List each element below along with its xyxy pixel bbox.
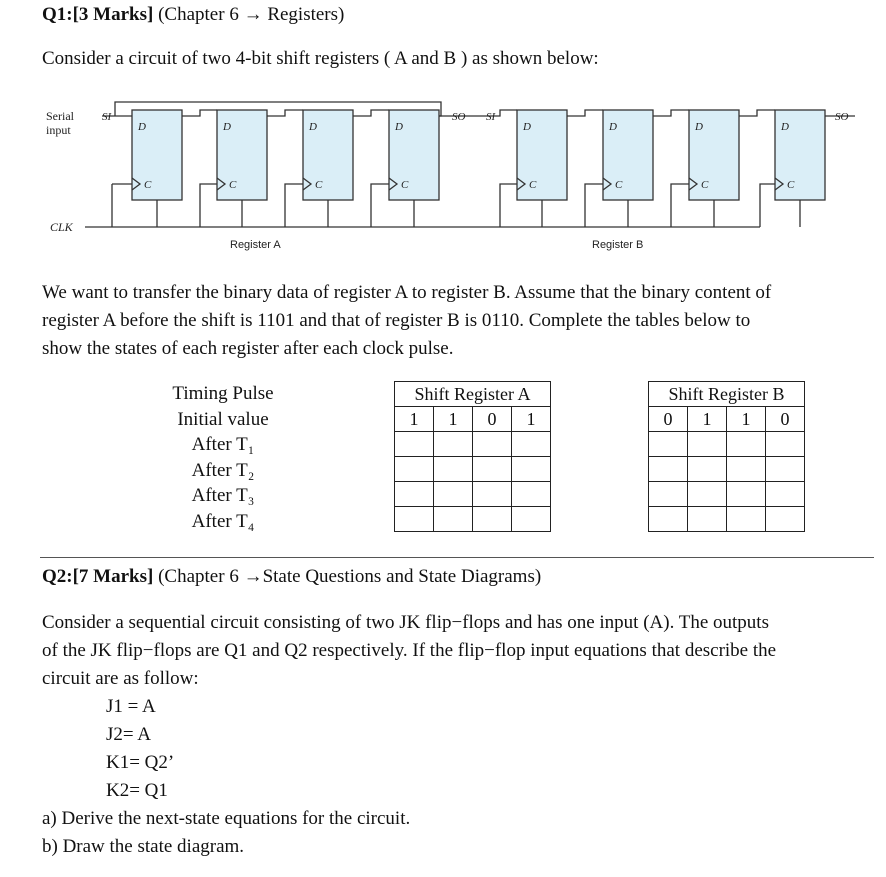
table-b-cell: 0 [766, 407, 805, 432]
table-b-empty-cell[interactable] [766, 432, 805, 457]
timing-row-t2: After T₂ [191, 459, 255, 481]
arrow-icon: → [243, 566, 263, 587]
register-b-label: Register B [592, 239, 644, 251]
table-a-empty-cell[interactable] [395, 482, 434, 507]
table-b-empty-cell[interactable] [649, 507, 688, 532]
table-a-empty-cell[interactable] [434, 432, 473, 457]
shift-register-diagram [40, 100, 870, 260]
equation-k2: K2= Q1 [106, 780, 168, 801]
table-b-empty-cell[interactable] [688, 482, 727, 507]
q2-title-label: Q2:[7 Marks] [42, 566, 154, 587]
table-b-empty-cell[interactable] [727, 457, 766, 482]
q1-title [42, 4, 344, 26]
table-a-empty-cell[interactable] [473, 432, 512, 457]
shift-register-b-table [648, 381, 805, 532]
q2-part-a: a) Derive the next-state equations for the circuit. [42, 808, 411, 829]
c-label: C [615, 179, 623, 191]
q2-paragraph-line-3: circuit are as follow: [42, 668, 199, 689]
table-b-cell: 1 [727, 407, 766, 432]
table-a-cell: 0 [473, 407, 512, 432]
c-label: C [529, 179, 537, 191]
table-a-empty-cell[interactable] [395, 507, 434, 532]
table-a-empty-cell[interactable] [473, 457, 512, 482]
si-label-a: SI [102, 111, 112, 123]
serial-input-label-1: Serial [46, 109, 74, 123]
equation-k1: K1= Q2’ [106, 752, 175, 773]
q1-paragraph-line-1: We want to transfer the binary data of register A to register B. Assume that the binary content of [42, 282, 772, 303]
d-label: D [523, 121, 531, 133]
q2-title [42, 566, 541, 588]
q2-title-rest-1: (Chapter 6 [153, 566, 244, 587]
table-b-empty-cell[interactable] [727, 482, 766, 507]
d-label: D [609, 121, 617, 133]
table-a-empty-cell[interactable] [512, 507, 551, 532]
q1-title-rest: (Chapter 6 → Registers) [153, 4, 345, 25]
c-label: C [401, 179, 409, 191]
table-a-empty-cell[interactable] [473, 482, 512, 507]
timing-pulse-header: Timing Pulse [172, 383, 274, 404]
table-a-empty-cell[interactable] [512, 457, 551, 482]
serial-input-label-2: input [46, 123, 71, 137]
table-a-header: Shift Register A [395, 382, 551, 407]
timing-row-initial: Initial value [177, 408, 269, 430]
d-label: D [138, 121, 146, 133]
table-b-empty-cell[interactable] [649, 432, 688, 457]
d-label: D [695, 121, 703, 133]
c-label: C [701, 179, 709, 191]
q1-paragraph-line-3: show the states of each register after each clock pulse. [42, 338, 454, 359]
c-label: C [315, 179, 323, 191]
table-b-header: Shift Register B [649, 382, 805, 407]
si-label-b: SI [486, 111, 496, 123]
table-a-empty-cell[interactable] [512, 482, 551, 507]
table-a-empty-cell[interactable] [434, 507, 473, 532]
table-a-empty-cell[interactable] [512, 432, 551, 457]
timing-row-t3: After T₃ [191, 485, 255, 506]
table-b-empty-cell[interactable] [649, 457, 688, 482]
shift-register-a-table [394, 381, 551, 532]
q2-paragraph-line-2: of the JK flip−flops are Q1 and Q2 respectively. If the flip−flop input equations that describe the [42, 640, 777, 661]
c-label: C [229, 179, 237, 191]
d-label: D [223, 121, 231, 133]
table-b-empty-cell[interactable] [766, 482, 805, 507]
q1-intro: Consider a circuit of two 4-bit shift registers ( A and B ) as shown below: [42, 48, 599, 69]
table-b-cell: 0 [649, 407, 688, 432]
d-label: D [309, 121, 317, 133]
timing-row-t4: After T₄ [191, 510, 255, 532]
table-b-empty-cell[interactable] [649, 482, 688, 507]
section-divider [40, 557, 874, 558]
table-b-empty-cell[interactable] [688, 507, 727, 532]
table-a-cell: 1 [395, 407, 434, 432]
q2-part-b: b) Draw the state diagram. [42, 836, 245, 857]
table-b-cell: 1 [688, 407, 727, 432]
table-b-empty-cell[interactable] [688, 432, 727, 457]
timing-pulse-column [148, 381, 298, 534]
so-label-b: SO [835, 111, 849, 123]
table-a-empty-cell[interactable] [473, 507, 512, 532]
timing-row-t1: After T₁ [191, 434, 255, 455]
table-b-empty-cell[interactable] [766, 457, 805, 482]
so-label-a: SO [452, 111, 466, 123]
register-a-label: Register A [230, 239, 281, 251]
table-b-empty-cell[interactable] [727, 432, 766, 457]
table-b-empty-cell[interactable] [727, 507, 766, 532]
table-b-empty-cell[interactable] [688, 457, 727, 482]
table-a-empty-cell[interactable] [395, 457, 434, 482]
q1-title-label: Q1:[3 Marks] [42, 4, 154, 25]
table-a-empty-cell[interactable] [395, 432, 434, 457]
table-a-empty-cell[interactable] [434, 482, 473, 507]
table-a-cell: 1 [512, 407, 551, 432]
d-label: D [781, 121, 789, 133]
table-a-cell: 1 [434, 407, 473, 432]
q2-title-rest-2: State Questions and State Diagrams) [262, 566, 542, 587]
clk-label: CLK [50, 220, 73, 234]
c-label: C [144, 179, 152, 191]
table-b-empty-cell[interactable] [766, 507, 805, 532]
q1-paragraph-line-2: register A before the shift is 1101 and that of register B is 0110. Complete the tables below to [42, 310, 751, 331]
equation-j1: J1 = A [106, 696, 156, 717]
d-label: D [395, 121, 403, 133]
q2-paragraph-line-1: Consider a sequential circuit consisting of two JK flip−flops and has one input (A). The outputs [42, 612, 769, 633]
table-a-empty-cell[interactable] [434, 457, 473, 482]
c-label: C [787, 179, 795, 191]
equation-j2: J2= A [106, 724, 152, 745]
